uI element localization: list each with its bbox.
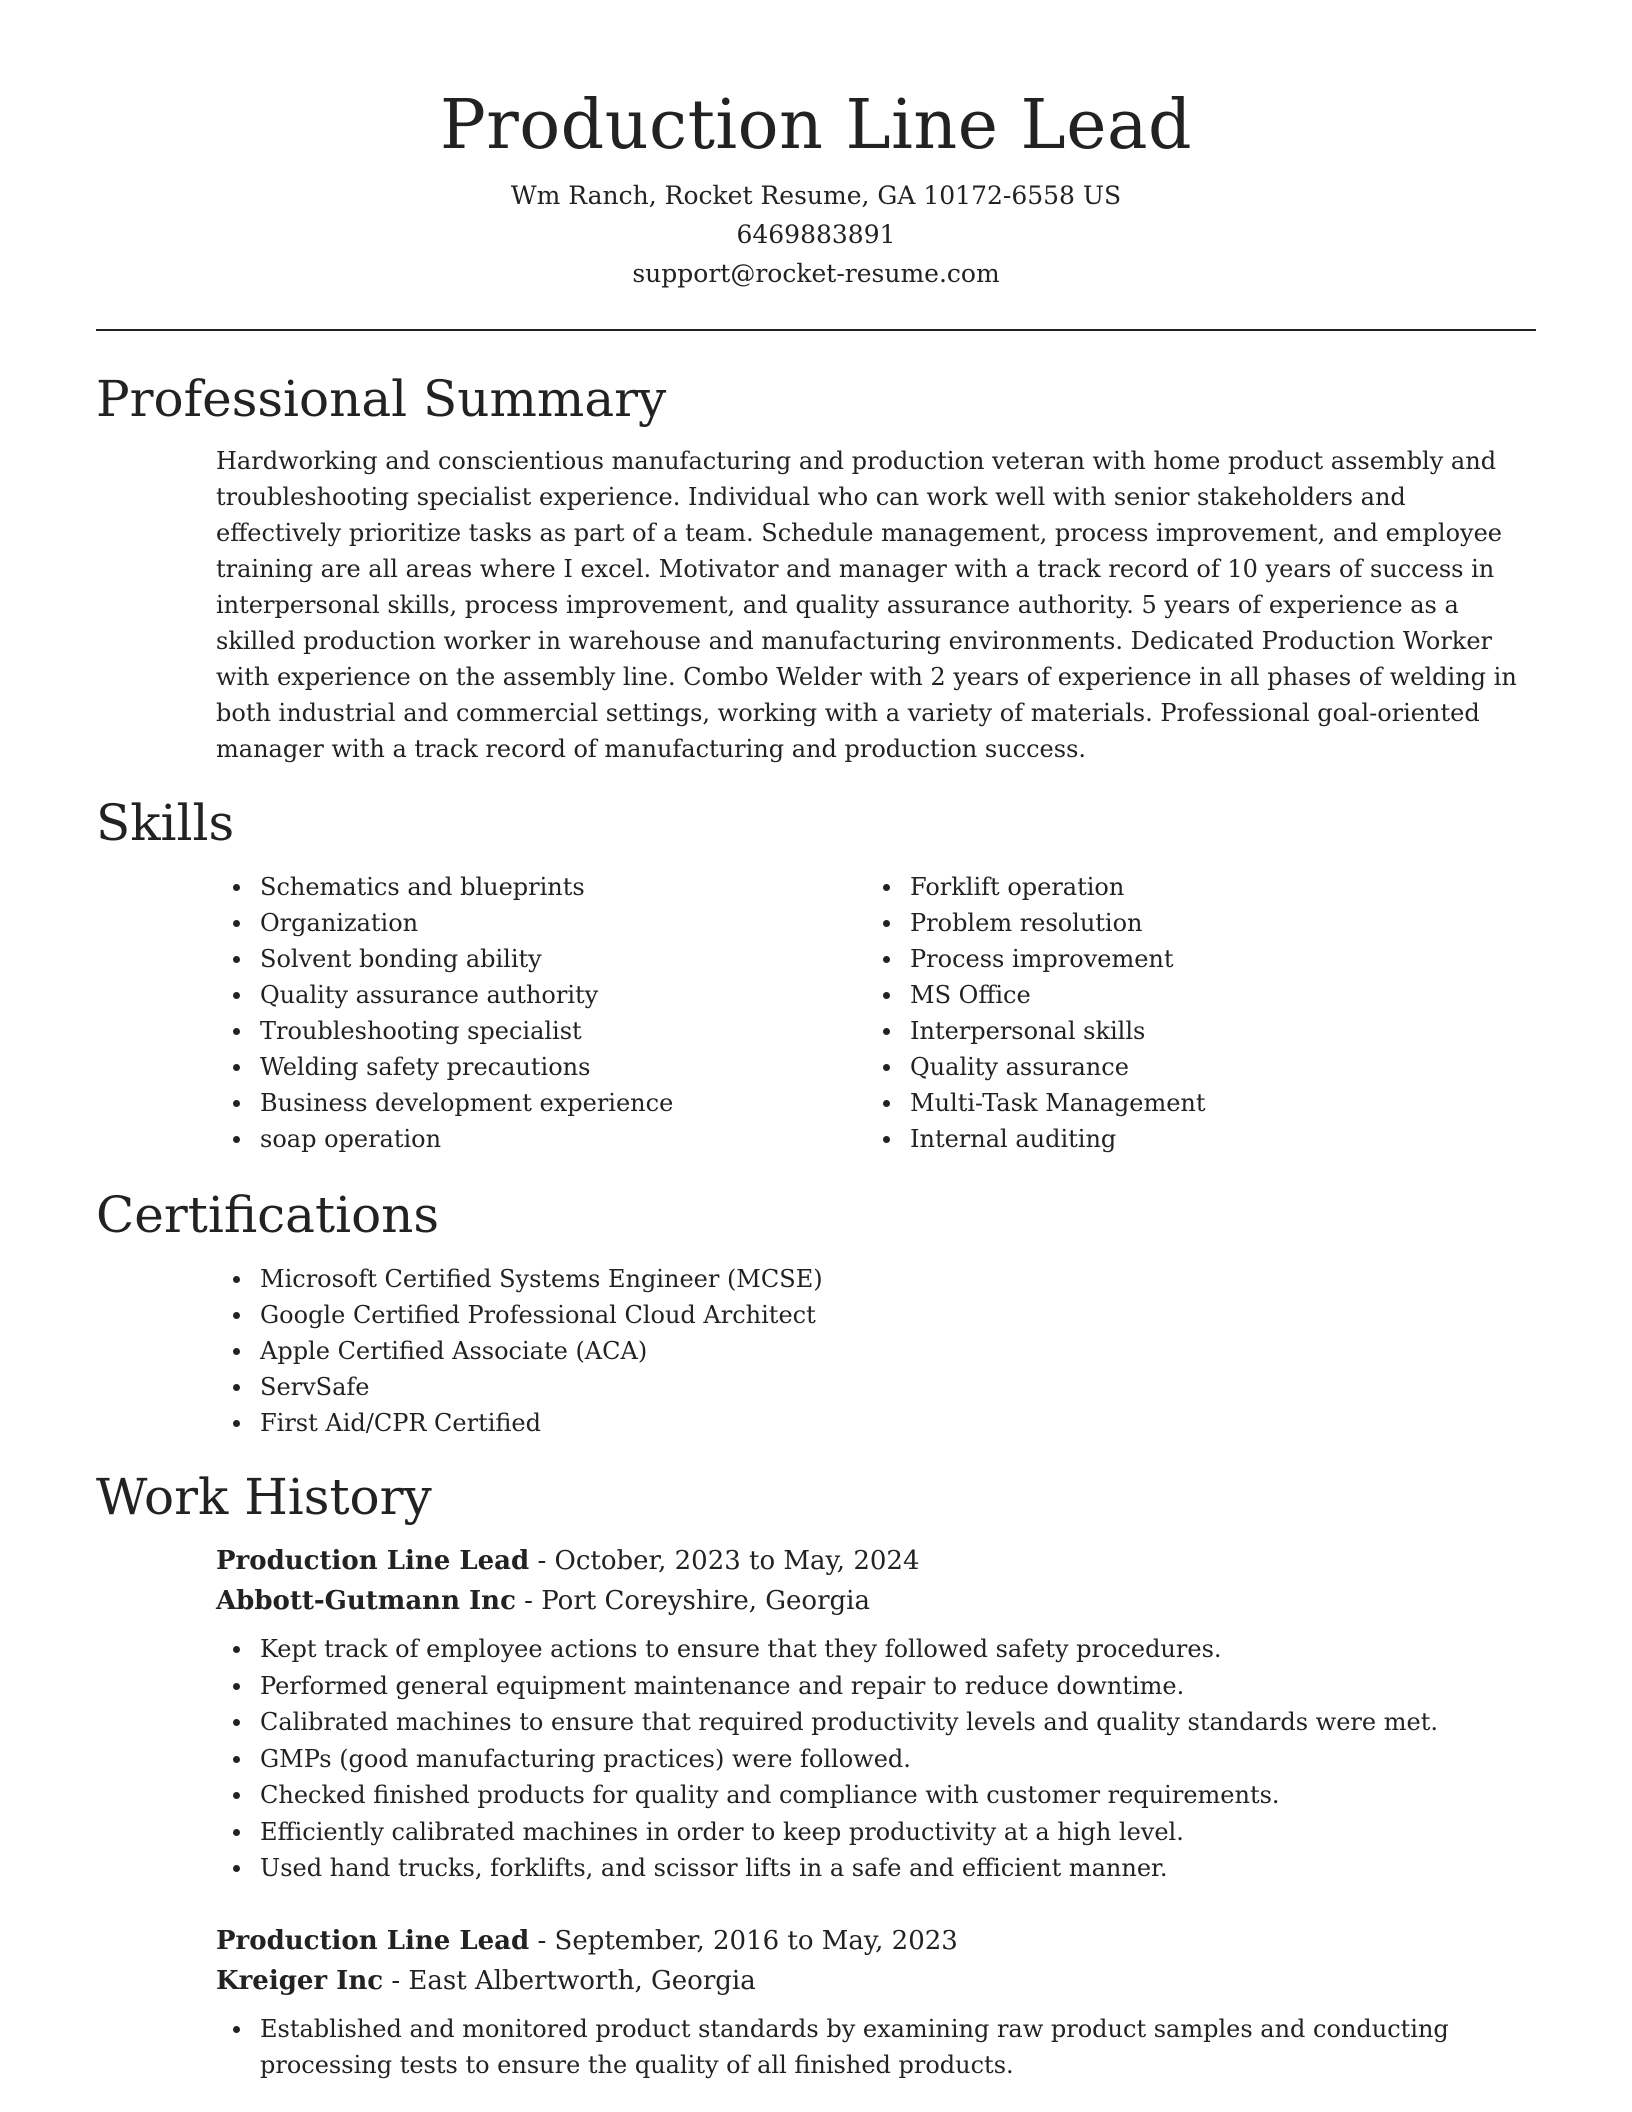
job-location: - Port Coreyshire, Georgia bbox=[515, 1586, 870, 1616]
skill-item: Process improvement bbox=[866, 941, 1516, 977]
job-bullet: Performed general equipment maintenance and repair to reduce downtime. bbox=[216, 1668, 1536, 1705]
skill-item: Quality assurance authority bbox=[216, 977, 866, 1013]
certifications-heading: Certifications bbox=[96, 1186, 440, 1244]
skill-item: Multi-Task Management bbox=[866, 1085, 1516, 1121]
job-company: Abbott-Gutmann Inc bbox=[216, 1586, 516, 1616]
job-role: Production Line Lead bbox=[216, 1925, 530, 1956]
skill-item: Schematics and blueprints bbox=[216, 869, 866, 905]
skills-list-right bbox=[866, 869, 1516, 1157]
skill-item: Quality assurance bbox=[866, 1049, 1516, 1085]
job-location: - East Albertworth, Georgia bbox=[383, 1965, 756, 1996]
job-bullet: Efficiently calibrated machines in order to keep productivity at a high level. bbox=[216, 1814, 1536, 1851]
job-company-line bbox=[216, 1961, 1536, 2001]
job-bullet: Kept track of employee actions to ensure that they followed safety procedures. bbox=[216, 1631, 1536, 1668]
job-bullet: Used hand trucks, forklifts, and scissor lifts in a safe and efficient manner. bbox=[216, 1850, 1536, 1887]
certification-item: First Aid/CPR Certified bbox=[216, 1405, 1536, 1441]
skills-heading: Skills bbox=[96, 794, 235, 852]
skills-list-left bbox=[216, 869, 866, 1157]
contact-info bbox=[96, 176, 1536, 293]
job-bullet: Calibrated machines to ensure that required productivity levels and quality standards were met. bbox=[216, 1704, 1536, 1741]
job-bullet: GMPs (good manufacturing practices) were followed. bbox=[216, 1741, 1536, 1778]
certifications-list bbox=[216, 1261, 1536, 1441]
certification-item: Microsoft Certified Systems Engineer (MCSE) bbox=[216, 1261, 1536, 1297]
job-title-line bbox=[216, 1921, 1536, 1961]
skills-columns bbox=[216, 869, 1536, 1157]
job-bullet-list bbox=[216, 2011, 1536, 2084]
skill-item: Solvent bonding ability bbox=[216, 941, 866, 977]
summary-heading: Professional Summary bbox=[96, 370, 667, 428]
certification-item: Apple Certified Associate (ACA) bbox=[216, 1333, 1536, 1369]
skill-item: Internal auditing bbox=[866, 1121, 1516, 1157]
contact-email: support@rocket-resume.com bbox=[632, 259, 1000, 288]
resume-name: Production Line Lead bbox=[439, 86, 1193, 165]
job-bullet: Checked finished products for quality and compliance with customer requirements. bbox=[216, 1777, 1536, 1814]
job-company: Kreiger Inc bbox=[216, 1965, 384, 1996]
job-dates: - October, 2023 to May, 2024 bbox=[529, 1546, 920, 1576]
skill-item: Organization bbox=[216, 905, 866, 941]
contact-phone: 6469883891 bbox=[736, 220, 896, 249]
job-dates: - September, 2016 to May, 2023 bbox=[529, 1925, 958, 1956]
certification-item: Google Certified Professional Cloud Architect bbox=[216, 1297, 1536, 1333]
summary-text: Hardworking and conscientious manufacturing and production veteran with home product assembly and troubleshooting specialist experience. Individual who can work well with senior stakeholders and effectively prioritize tasks as part of a team. Schedule management, process improvement, and employee training are all areas where I excel. Motivator and manager with a track record of 10 years of success in interpersonal skills, process improvement, and quality assurance authority. 5 years of experience as a skilled production worker in warehouse and manufacturing environments. Dedicated Production Worker with experience on the assembly line. Combo Welder with 2 years of experience in all phases of welding in both industrial and commercial settings, working with a variety of materials. Professional goal-oriented manager with a track record of manufacturing and production success. bbox=[216, 447, 1517, 763]
header-divider bbox=[96, 329, 1536, 331]
skill-item: MS Office bbox=[866, 977, 1516, 1013]
work-history-heading: Work History bbox=[96, 1468, 432, 1526]
resume-header bbox=[96, 0, 1536, 293]
job-title-line bbox=[216, 1541, 1536, 1581]
certification-item: ServSafe bbox=[216, 1369, 1536, 1405]
resume-page bbox=[96, 0, 1536, 2084]
skill-item: Welding safety precautions bbox=[216, 1049, 866, 1085]
job-company-line bbox=[216, 1581, 1536, 1621]
job-role: Production Line Lead bbox=[216, 1546, 530, 1576]
skill-item: Problem resolution bbox=[866, 905, 1516, 941]
contact-address: Wm Ranch, Rocket Resume, GA 10172-6558 US bbox=[510, 181, 1122, 210]
job-bullet: Established and monitored product standards by examining raw product samples and conducting processing tests to ensure the quality of all finished products. bbox=[216, 2011, 1536, 2084]
job-bullet-list bbox=[216, 1631, 1536, 1887]
skill-item: Business development experience bbox=[216, 1085, 866, 1121]
job-entry bbox=[216, 1541, 1536, 1887]
job-entry bbox=[216, 1921, 1536, 2084]
skill-item: Interpersonal skills bbox=[866, 1013, 1516, 1049]
skill-item: Forklift operation bbox=[866, 869, 1516, 905]
skill-item: soap operation bbox=[216, 1121, 866, 1157]
skill-item: Troubleshooting specialist bbox=[216, 1013, 866, 1049]
